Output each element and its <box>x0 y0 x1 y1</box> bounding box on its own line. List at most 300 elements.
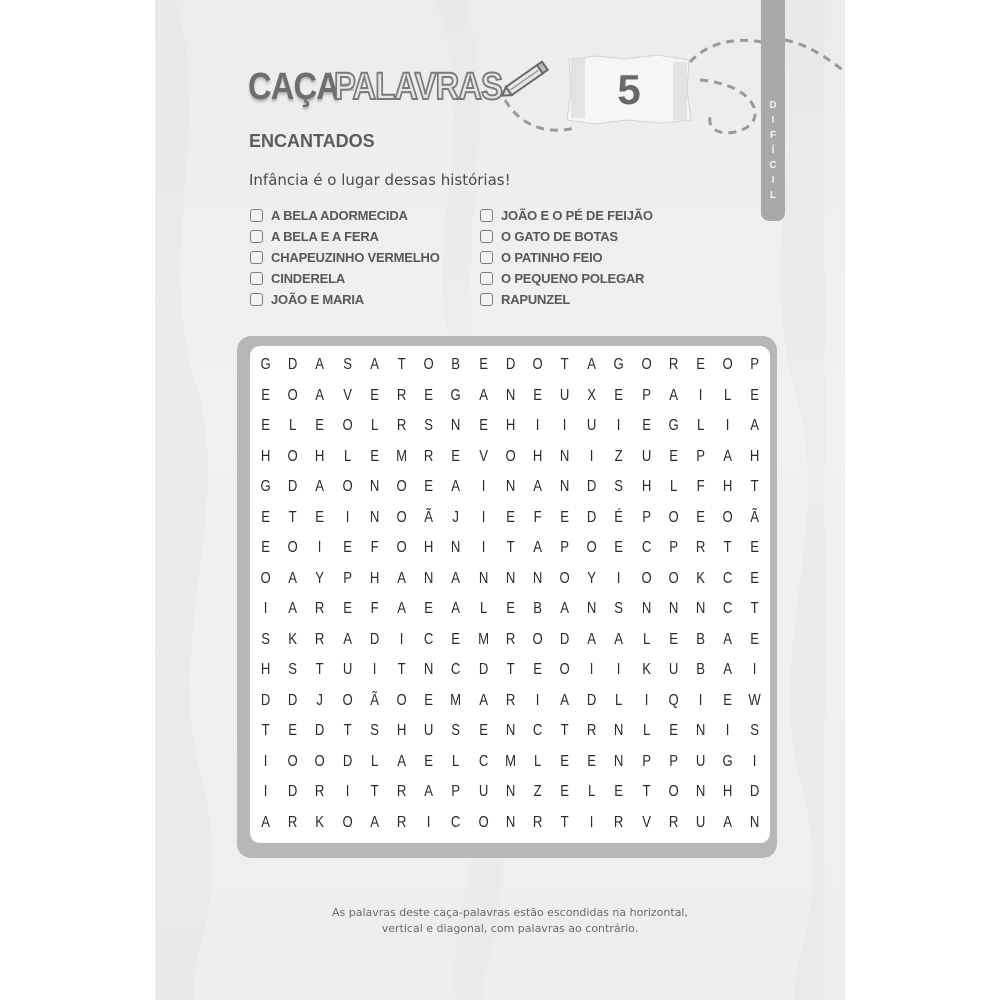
grid-cell[interactable]: O <box>396 478 407 496</box>
grid-cell[interactable]: C <box>723 569 733 587</box>
grid-cell[interactable]: L <box>669 478 678 496</box>
grid-cell[interactable]: D <box>587 508 597 526</box>
grid-cell[interactable]: T <box>750 600 759 618</box>
grid-cell[interactable]: C <box>423 630 434 648</box>
grid-cell[interactable]: I <box>590 813 594 831</box>
grid-cell[interactable]: S <box>750 722 760 740</box>
grid-cell[interactable]: O <box>287 386 298 404</box>
grid-cell[interactable]: C <box>641 539 651 557</box>
grid-cell[interactable]: M <box>504 752 516 770</box>
grid-cell[interactable]: R <box>396 783 407 801</box>
word-item[interactable] <box>250 268 480 289</box>
grid-cell[interactable]: E <box>614 539 624 557</box>
grid-cell[interactable]: A <box>315 356 325 374</box>
checkbox[interactable] <box>250 272 263 285</box>
grid-cell[interactable]: I <box>481 508 485 526</box>
word-item[interactable] <box>480 289 690 310</box>
grid-cell[interactable]: E <box>750 539 760 557</box>
grid-cell[interactable]: R <box>532 813 543 831</box>
grid-cell[interactable]: I <box>263 783 268 801</box>
grid-cell[interactable]: O <box>342 813 353 831</box>
grid-cell[interactable]: N <box>369 478 380 496</box>
grid-cell[interactable]: I <box>698 386 703 404</box>
grid-cell[interactable]: A <box>451 478 461 496</box>
grid-cell[interactable]: I <box>263 600 268 618</box>
grid-cell[interactable]: O <box>532 356 543 374</box>
grid-cell[interactable]: L <box>343 447 351 465</box>
grid-cell[interactable]: H <box>260 661 271 679</box>
grid-cell[interactable]: L <box>588 783 596 801</box>
grid-cell[interactable]: O <box>668 783 679 801</box>
grid-cell[interactable]: H <box>369 569 380 587</box>
grid-cell[interactable]: L <box>479 600 487 618</box>
grid-cell[interactable]: P <box>669 752 678 770</box>
grid-cell[interactable]: V <box>641 813 651 831</box>
grid-cell[interactable]: N <box>505 386 516 404</box>
grid-cell[interactable]: A <box>533 539 542 557</box>
grid-cell[interactable]: O <box>505 447 516 465</box>
grid-cell[interactable]: N <box>505 813 516 831</box>
grid-cell[interactable]: T <box>315 661 324 679</box>
grid-cell[interactable]: S <box>288 661 298 679</box>
grid-cell[interactable]: E <box>696 356 705 374</box>
grid-cell[interactable]: I <box>617 417 621 435</box>
grid-cell[interactable]: R <box>668 813 679 831</box>
grid-cell[interactable]: H <box>315 447 325 465</box>
grid-cell[interactable]: R <box>288 813 298 831</box>
grid-cell[interactable]: G <box>450 386 462 404</box>
grid-cell[interactable]: J <box>316 691 324 709</box>
grid-cell[interactable]: Ã <box>369 691 379 709</box>
grid-cell[interactable]: I <box>698 691 703 709</box>
grid-cell[interactable]: N <box>641 600 651 618</box>
grid-cell[interactable]: W <box>748 691 762 709</box>
grid-cell[interactable]: A <box>369 813 379 831</box>
grid-cell[interactable]: E <box>424 386 434 404</box>
grid-cell[interactable]: E <box>261 539 270 557</box>
grid-cell[interactable]: Y <box>587 569 597 587</box>
grid-cell[interactable]: L <box>696 417 705 435</box>
grid-cell[interactable]: P <box>342 569 352 587</box>
grid-cell[interactable]: T <box>397 356 406 374</box>
grid-cell[interactable]: S <box>451 722 461 740</box>
grid-cell[interactable]: I <box>535 691 540 709</box>
grid-cell[interactable]: E <box>560 752 570 770</box>
grid-cell[interactable]: E <box>723 691 733 709</box>
grid-cell[interactable]: I <box>345 783 349 801</box>
grid-cell[interactable]: Y <box>315 569 325 587</box>
grid-cell[interactable]: O <box>287 447 298 465</box>
grid-cell[interactable]: E <box>478 356 488 374</box>
grid-cell[interactable]: Q <box>668 691 679 709</box>
grid-cell[interactable]: A <box>424 783 434 801</box>
grid-cell[interactable]: D <box>315 722 325 740</box>
grid-cell[interactable]: N <box>369 508 380 526</box>
grid-cell[interactable]: E <box>261 417 270 435</box>
grid-cell[interactable]: A <box>723 447 733 465</box>
grid-cell[interactable]: T <box>560 722 569 740</box>
grid-cell[interactable]: U <box>423 722 434 740</box>
grid-cell[interactable]: B <box>696 630 705 648</box>
grid-cell[interactable]: N <box>695 600 706 618</box>
grid-cell[interactable]: U <box>478 783 488 801</box>
grid-cell[interactable]: E <box>478 417 488 435</box>
grid-cell[interactable]: L <box>370 752 378 770</box>
grid-cell[interactable]: H <box>396 722 407 740</box>
grid-cell[interactable]: I <box>481 478 485 496</box>
grid-cell[interactable]: A <box>587 356 597 374</box>
grid-cell[interactable]: V <box>342 386 352 404</box>
grid-cell[interactable]: H <box>723 478 733 496</box>
grid-cell[interactable]: O <box>641 569 652 587</box>
grid-cell[interactable]: E <box>669 722 678 740</box>
grid-cell[interactable]: E <box>669 630 678 648</box>
grid-cell[interactable]: F <box>370 539 379 557</box>
grid-cell[interactable]: M <box>396 447 407 465</box>
grid-cell[interactable]: N <box>695 722 706 740</box>
grid-cell[interactable]: A <box>397 752 406 770</box>
grid-cell[interactable]: I <box>753 661 757 679</box>
grid-cell[interactable]: K <box>315 813 325 831</box>
grid-cell[interactable]: E <box>750 569 760 587</box>
grid-cell[interactable]: R <box>396 386 407 404</box>
grid-cell[interactable]: E <box>614 783 624 801</box>
grid-cell[interactable]: I <box>318 539 322 557</box>
grid-cell[interactable]: E <box>315 417 325 435</box>
grid-cell[interactable]: R <box>423 447 434 465</box>
checkbox[interactable] <box>480 272 493 285</box>
grid-cell[interactable]: H <box>423 539 434 557</box>
grid-cell[interactable]: H <box>260 447 271 465</box>
grid-cell[interactable]: R <box>695 539 706 557</box>
grid-cell[interactable]: N <box>750 813 760 831</box>
grid-cell[interactable]: N <box>423 661 434 679</box>
grid-cell[interactable]: E <box>478 722 488 740</box>
grid-cell[interactable]: O <box>423 356 434 374</box>
grid-cell[interactable]: O <box>396 691 407 709</box>
grid-cell[interactable]: P <box>641 386 651 404</box>
word-item[interactable] <box>480 247 690 268</box>
grid-cell[interactable]: I <box>399 630 404 648</box>
grid-cell[interactable]: Ã <box>750 508 760 526</box>
grid-cell[interactable]: T <box>642 783 651 801</box>
grid-cell[interactable]: E <box>342 539 352 557</box>
grid-cell[interactable]: E <box>424 752 434 770</box>
grid-cell[interactable]: P <box>669 539 678 557</box>
grid-cell[interactable]: L <box>289 417 297 435</box>
word-item[interactable] <box>480 226 690 247</box>
grid-cell[interactable]: K <box>641 661 651 679</box>
grid-cell[interactable]: A <box>397 569 406 587</box>
grid-cell[interactable]: M <box>450 691 462 709</box>
grid-cell[interactable]: A <box>560 600 570 618</box>
grid-cell[interactable]: I <box>753 752 757 770</box>
grid-cell[interactable]: A <box>261 813 270 831</box>
grid-cell[interactable]: N <box>505 569 516 587</box>
grid-cell[interactable]: A <box>315 386 325 404</box>
grid-cell[interactable]: O <box>260 569 271 587</box>
checkbox[interactable] <box>480 230 493 243</box>
grid-cell[interactable]: E <box>696 508 705 526</box>
grid-cell[interactable]: O <box>586 539 597 557</box>
grid-cell[interactable]: D <box>750 783 760 801</box>
grid-cell[interactable]: L <box>642 630 650 648</box>
grid-cell[interactable]: E <box>369 447 379 465</box>
word-item[interactable] <box>250 205 480 226</box>
grid-cell[interactable]: I <box>617 661 621 679</box>
grid-cell[interactable]: D <box>288 783 298 801</box>
grid-cell[interactable]: E <box>342 600 352 618</box>
grid-cell[interactable]: L <box>642 722 650 740</box>
grid-cell[interactable]: D <box>288 356 298 374</box>
grid-cell[interactable]: N <box>614 722 624 740</box>
grid-cell[interactable]: U <box>559 386 570 404</box>
checkbox[interactable] <box>250 251 263 264</box>
grid-cell[interactable]: T <box>370 783 379 801</box>
grid-cell[interactable]: O <box>477 813 489 831</box>
grid-cell[interactable]: Z <box>533 783 542 801</box>
grid-cell[interactable]: O <box>287 752 298 770</box>
checkbox[interactable] <box>480 293 493 306</box>
grid-cell[interactable]: E <box>669 447 678 465</box>
grid-cell[interactable]: E <box>261 386 270 404</box>
word-item[interactable] <box>480 268 690 289</box>
grid-cell[interactable]: E <box>505 508 515 526</box>
grid-cell[interactable]: F <box>696 478 705 496</box>
grid-cell[interactable]: J <box>452 508 460 526</box>
grid-cell[interactable]: E <box>750 386 760 404</box>
grid-cell[interactable]: O <box>532 630 543 648</box>
grid-cell[interactable]: L <box>615 691 623 709</box>
grid-cell[interactable]: O <box>559 569 570 587</box>
grid-cell[interactable]: A <box>723 630 733 648</box>
grid-cell[interactable]: I <box>481 539 485 557</box>
grid-cell[interactable]: C <box>451 813 461 831</box>
grid-cell[interactable]: D <box>587 691 597 709</box>
grid-cell[interactable]: R <box>315 600 325 618</box>
grid-cell[interactable]: O <box>722 356 733 374</box>
grid-cell[interactable]: B <box>696 661 705 679</box>
grid-cell[interactable]: E <box>750 630 760 648</box>
grid-cell[interactable]: O <box>641 356 652 374</box>
grid-cell[interactable]: I <box>590 447 594 465</box>
grid-cell[interactable]: P <box>560 539 570 557</box>
grid-cell[interactable]: D <box>288 478 298 496</box>
grid-cell[interactable]: U <box>695 752 706 770</box>
grid-cell[interactable]: S <box>614 600 624 618</box>
checkbox[interactable] <box>250 293 263 306</box>
grid-cell[interactable]: O <box>668 508 679 526</box>
grid-cell[interactable]: E <box>560 783 570 801</box>
checkbox[interactable] <box>480 251 493 264</box>
checkbox[interactable] <box>480 209 493 222</box>
grid-cell[interactable]: T <box>506 661 515 679</box>
grid-cell[interactable]: H <box>532 447 543 465</box>
grid-cell[interactable]: R <box>396 417 407 435</box>
grid-cell[interactable]: L <box>370 417 378 435</box>
grid-cell[interactable]: U <box>641 447 651 465</box>
grid-cell[interactable]: O <box>396 539 407 557</box>
grid-cell[interactable]: D <box>369 630 380 648</box>
grid-cell[interactable]: O <box>342 417 353 435</box>
grid-cell[interactable]: E <box>451 447 461 465</box>
grid-cell[interactable]: R <box>505 630 516 648</box>
grid-cell[interactable]: A <box>288 569 298 587</box>
grid-cell[interactable]: T <box>750 478 759 496</box>
grid-cell[interactable]: E <box>288 722 298 740</box>
grid-cell[interactable]: U <box>695 813 706 831</box>
grid-cell[interactable]: A <box>669 386 678 404</box>
grid-cell[interactable]: N <box>423 569 434 587</box>
grid-cell[interactable]: O <box>287 539 298 557</box>
grid-cell[interactable]: P <box>451 783 461 801</box>
grid-cell[interactable]: D <box>478 661 488 679</box>
grid-cell[interactable]: T <box>723 539 732 557</box>
grid-cell[interactable]: N <box>695 783 706 801</box>
grid-cell[interactable]: E <box>369 386 379 404</box>
grid-cell[interactable]: I <box>725 722 730 740</box>
grid-cell[interactable]: T <box>560 356 569 374</box>
grid-cell[interactable]: E <box>424 600 434 618</box>
grid-cell[interactable]: D <box>288 691 298 709</box>
grid-cell[interactable]: N <box>587 600 597 618</box>
grid-cell[interactable]: Z <box>615 447 624 465</box>
grid-cell[interactable]: T <box>397 661 406 679</box>
grid-cell[interactable]: D <box>260 691 271 709</box>
grid-cell[interactable]: F <box>370 600 379 618</box>
word-item[interactable] <box>250 247 480 268</box>
grid-cell[interactable]: E <box>614 386 624 404</box>
grid-cell[interactable]: A <box>397 600 406 618</box>
grid-cell[interactable]: E <box>641 417 651 435</box>
grid-cell[interactable]: P <box>696 447 705 465</box>
grid-cell[interactable]: G <box>613 356 625 374</box>
word-item[interactable] <box>250 289 480 310</box>
grid-cell[interactable]: I <box>372 661 377 679</box>
grid-cell[interactable]: C <box>723 600 733 618</box>
grid-cell[interactable]: S <box>369 722 379 740</box>
grid-cell[interactable]: C <box>532 722 543 740</box>
grid-cell[interactable]: A <box>369 356 379 374</box>
grid-cell[interactable]: N <box>668 600 679 618</box>
grid-cell[interactable]: E <box>533 386 542 404</box>
grid-cell[interactable]: E <box>533 661 542 679</box>
grid-cell[interactable]: S <box>614 478 624 496</box>
checkbox[interactable] <box>250 209 263 222</box>
grid-cell[interactable]: I <box>345 508 349 526</box>
grid-cell[interactable]: O <box>314 752 326 770</box>
grid-cell[interactable]: D <box>559 630 570 648</box>
grid-cell[interactable]: I <box>562 417 567 435</box>
grid-cell[interactable]: O <box>342 478 353 496</box>
grid-cell[interactable]: A <box>614 630 624 648</box>
grid-cell[interactable]: S <box>261 630 270 648</box>
grid-cell[interactable]: S <box>424 417 434 435</box>
grid-cell[interactable]: B <box>451 356 461 374</box>
grid-cell[interactable]: N <box>559 478 570 496</box>
grid-cell[interactable]: O <box>559 661 570 679</box>
grid-cell[interactable]: A <box>723 813 733 831</box>
grid-cell[interactable]: A <box>560 691 570 709</box>
grid-cell[interactable]: O <box>342 691 353 709</box>
grid-cell[interactable]: N <box>451 417 461 435</box>
grid-cell[interactable]: Ã <box>424 508 434 526</box>
grid-cell[interactable]: U <box>342 661 352 679</box>
grid-cell[interactable]: D <box>505 356 516 374</box>
grid-cell[interactable]: H <box>505 417 516 435</box>
grid-cell[interactable]: E <box>505 600 515 618</box>
grid-cell[interactable]: B <box>533 600 542 618</box>
grid-cell[interactable]: I <box>644 691 649 709</box>
grid-cell[interactable]: P <box>750 356 760 374</box>
word-item[interactable] <box>480 205 690 226</box>
grid-cell[interactable]: M <box>477 630 489 648</box>
grid-cell[interactable]: N <box>505 478 516 496</box>
word-item[interactable] <box>250 226 480 247</box>
grid-cell[interactable]: L <box>452 752 460 770</box>
grid-cell[interactable]: E <box>261 508 270 526</box>
grid-cell[interactable]: O <box>396 508 407 526</box>
grid-cell[interactable]: A <box>587 630 597 648</box>
grid-cell[interactable]: H <box>641 478 651 496</box>
grid-cell[interactable]: L <box>724 386 732 404</box>
grid-cell[interactable]: E <box>424 478 434 496</box>
grid-cell[interactable]: V <box>478 447 488 465</box>
grid-cell[interactable]: A <box>451 600 461 618</box>
grid-cell[interactable]: A <box>478 386 488 404</box>
grid-cell[interactable]: D <box>342 752 352 770</box>
grid-cell[interactable]: G <box>668 417 679 435</box>
grid-cell[interactable]: É <box>614 508 624 526</box>
grid-cell[interactable]: A <box>533 478 542 496</box>
grid-cell[interactable]: N <box>505 783 516 801</box>
grid-cell[interactable]: T <box>261 722 270 740</box>
grid-cell[interactable]: O <box>722 508 733 526</box>
grid-cell[interactable]: H <box>723 783 733 801</box>
grid-cell[interactable]: I <box>725 417 730 435</box>
grid-cell[interactable]: N <box>559 447 570 465</box>
grid-cell[interactable]: F <box>533 508 542 526</box>
grid-cell[interactable]: T <box>343 722 352 740</box>
grid-cell[interactable]: C <box>478 752 488 770</box>
grid-cell[interactable]: I <box>590 661 594 679</box>
grid-cell[interactable]: N <box>614 752 624 770</box>
grid-cell[interactable]: U <box>587 417 597 435</box>
grid-cell[interactable]: A <box>723 661 733 679</box>
grid-cell[interactable]: E <box>560 508 570 526</box>
grid-cell[interactable]: K <box>696 569 705 587</box>
grid-cell[interactable]: U <box>668 661 679 679</box>
grid-cell[interactable]: E <box>451 630 461 648</box>
grid-cell[interactable]: T <box>560 813 569 831</box>
grid-cell[interactable]: N <box>478 569 488 587</box>
grid-cell[interactable]: I <box>617 569 621 587</box>
grid-cell[interactable]: E <box>587 752 597 770</box>
grid-cell[interactable]: R <box>668 356 679 374</box>
grid-cell[interactable]: P <box>641 752 651 770</box>
grid-cell[interactable]: A <box>750 417 760 435</box>
grid-cell[interactable]: R <box>614 813 624 831</box>
grid-cell[interactable]: N <box>451 539 461 557</box>
grid-cell[interactable]: C <box>451 661 461 679</box>
grid-cell[interactable]: G <box>260 356 271 374</box>
grid-cell[interactable]: A <box>342 630 352 648</box>
grid-cell[interactable]: G <box>722 752 733 770</box>
grid-cell[interactable]: A <box>451 569 461 587</box>
grid-cell[interactable]: O <box>668 569 679 587</box>
grid-cell[interactable]: E <box>424 691 434 709</box>
grid-cell[interactable]: S <box>342 356 352 374</box>
